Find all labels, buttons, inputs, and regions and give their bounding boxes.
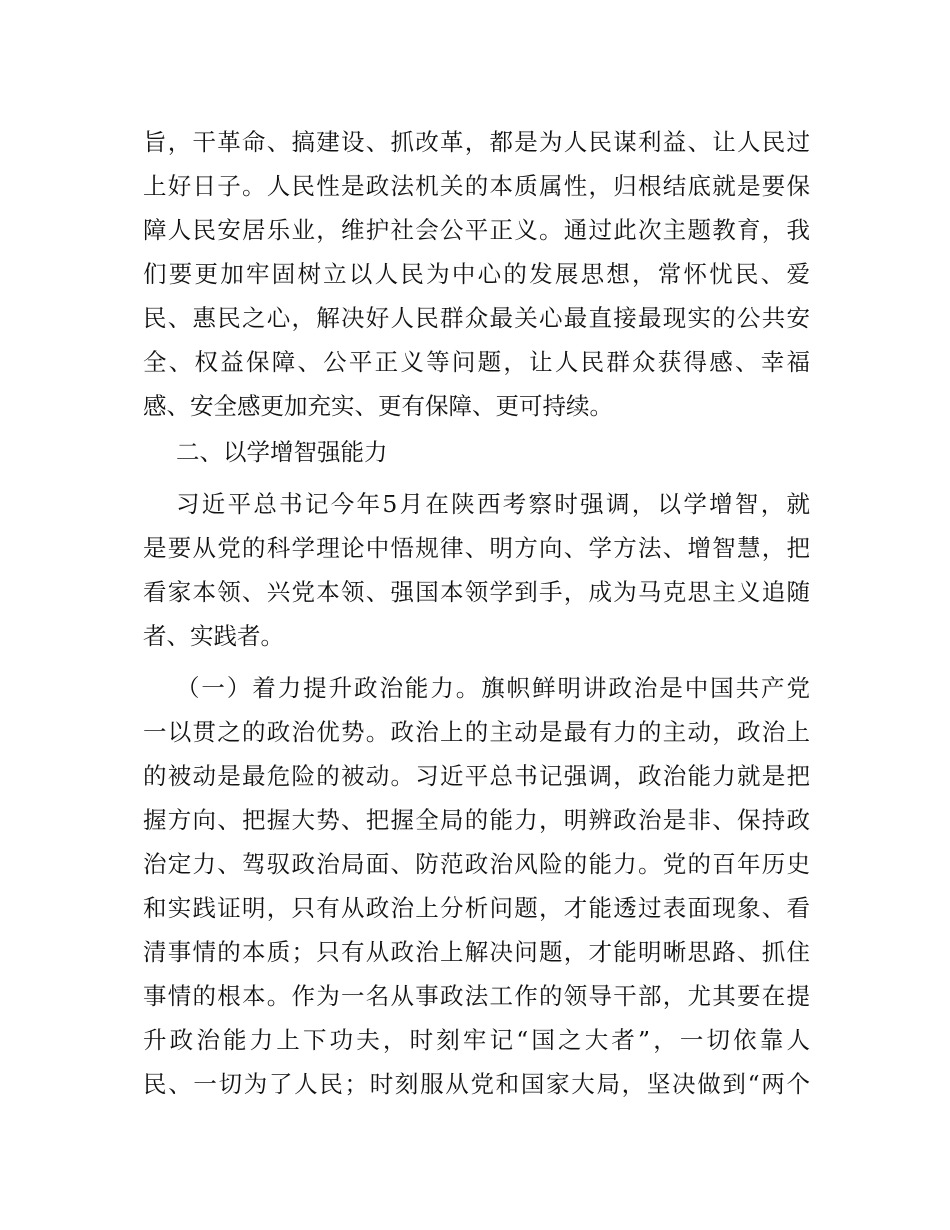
text-line: 障人民安居乐业，维护社会公平正义。通过此次主题教育，我 (143, 216, 810, 244)
text-line: 旨，干革命、搞建设、抓改革，都是为人民谋利益、让人民过 (143, 128, 810, 156)
text-line: 和实践证明，只有从政治上分析问题，才能透过表面现象、看 (143, 894, 810, 922)
text-line: 看家本领、兴党本领、强国本领学到手，成为马克思主义追随 (143, 578, 810, 606)
text-line: 清事情的本质；只有从政治上解决问题，才能明晰思路、抓住 (143, 938, 810, 966)
text-line: 者、实践者。 (143, 622, 284, 650)
text-line: 升政治能力上下功夫，时刻牢记“国之大者”，一切依靠人 (143, 1026, 810, 1054)
text-line: 们要更加牢固树立以人民为中心的发展思想，常怀忧民、爱 (143, 260, 810, 288)
text-line: 的被动是最危险的被动。习近平总书记强调，政治能力就是把 (143, 762, 810, 790)
text-line: 事情的根本。作为一名从事政法工作的领导干部，尤其要在提 (143, 982, 810, 1010)
text-line: 是要从党的科学理论中悟规律、明方向、学方法、增智慧，把 (143, 534, 810, 562)
text-line: 握方向、把握大势、把握全局的能力，明辨政治是非、保持政 (143, 806, 810, 834)
section-heading: 二、以学增智强能力 (176, 438, 388, 466)
text-line: 全、权益保障、公平正义等问题，让人民群众获得感、幸福 (143, 348, 810, 376)
text-line: 感、安全感更加充实、更有保障、更可持续。 (143, 392, 613, 420)
text-line: 治定力、驾驭政治局面、防范政治风险的能力。党的百年历史 (143, 850, 810, 878)
text-line: （一）着力提升政治能力。旗帜鲜明讲政治是中国共产党 (176, 674, 810, 702)
text-line: 民、惠民之心，解决好人民群众最关心最直接最现实的公共安 (143, 304, 810, 332)
text-line: 一以贯之的政治优势。政治上的主动是最有力的主动，政治上 (143, 718, 810, 746)
text-line: 习近平总书记今年5月在陕西考察时强调，以学增智，就 (176, 490, 810, 518)
text-line: 上好日子。人民性是政法机关的本质属性，归根结底就是要保 (143, 172, 810, 200)
text-line: 民、一切为了人民；时刻服从党和国家大局，坚决做到“两个 (143, 1070, 810, 1098)
